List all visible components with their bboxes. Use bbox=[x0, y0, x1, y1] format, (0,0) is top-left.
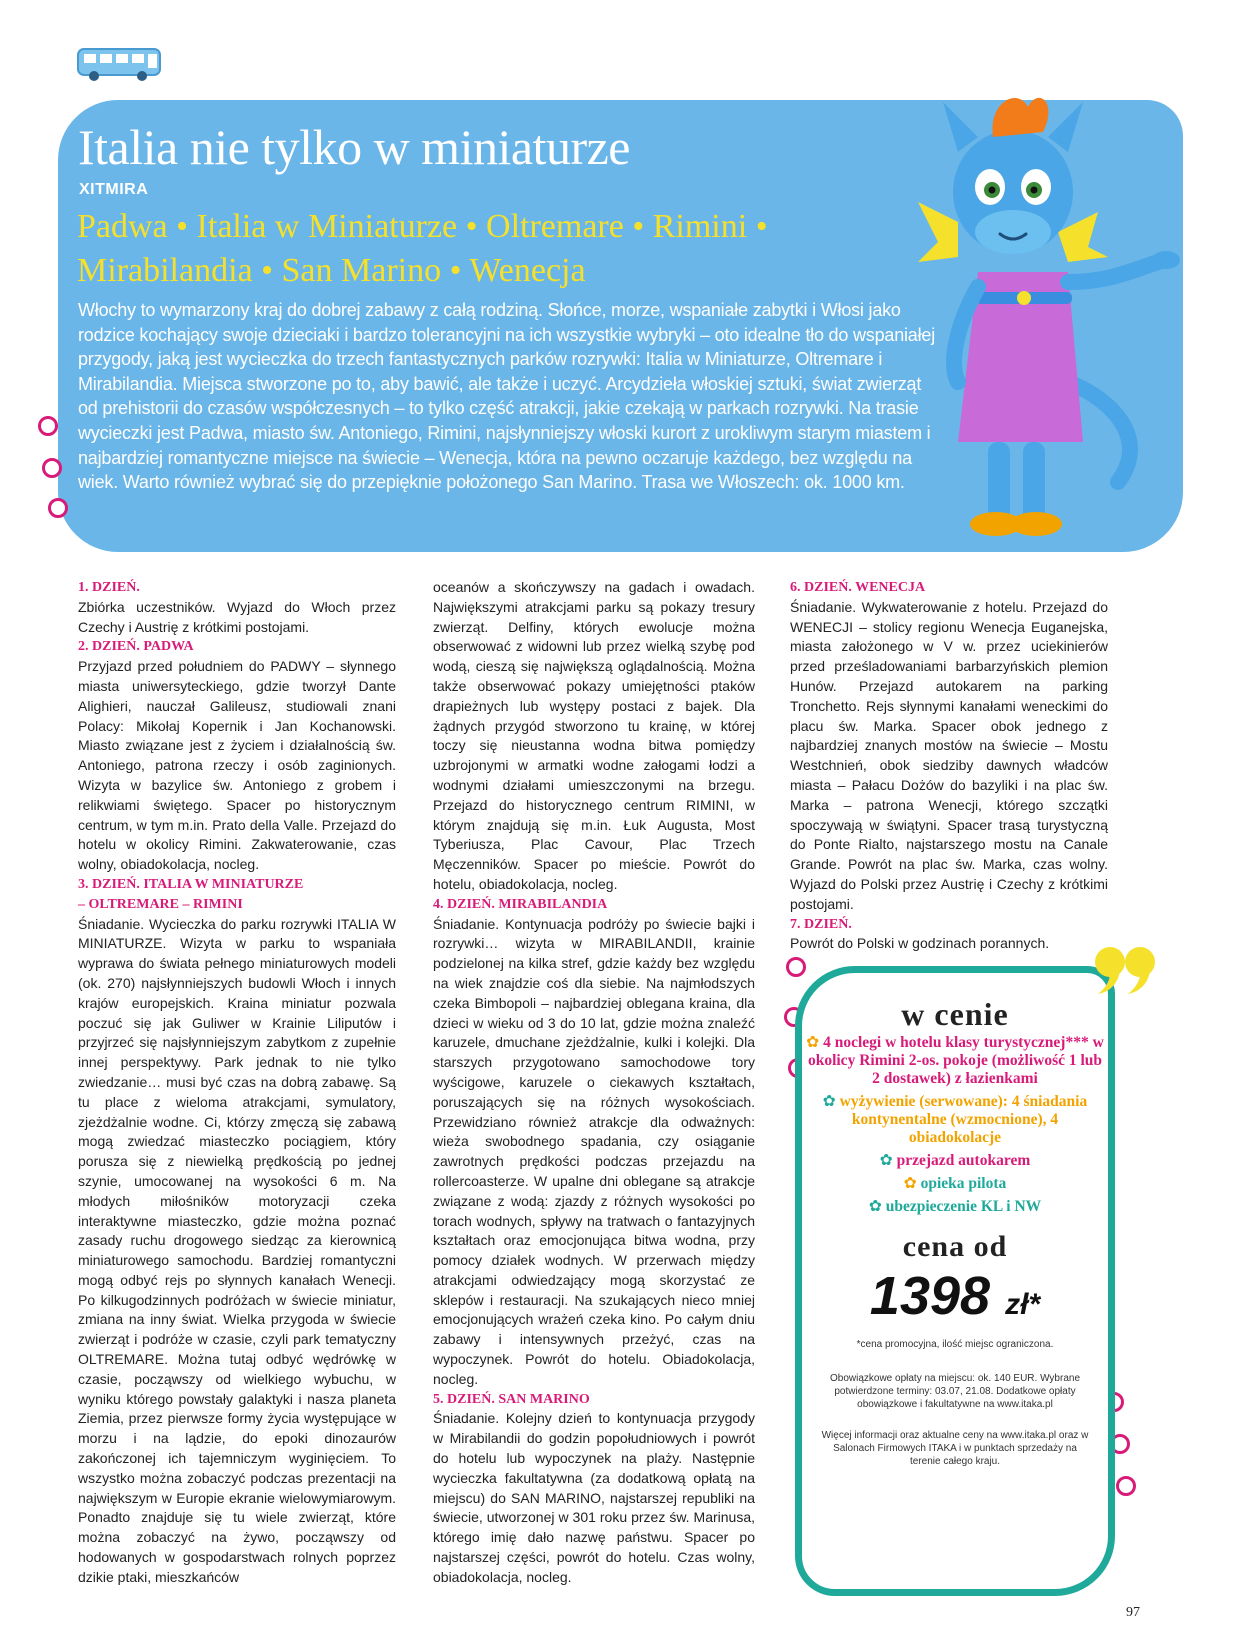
benefit-accommodation bbox=[805, 1033, 1105, 1088]
more-info: Więcej informacji oraz aktualne ceny na www.itaka.pl oraz w Salonach Firmowych ITAKA i w punktach sprzedaży na terenie całego kraju. bbox=[821, 1430, 1089, 1467]
benefit-meals bbox=[805, 1092, 1105, 1147]
fees-info: Obowiązkowe opłaty na miejscu: ok. 140 EUR. Wybrane potwierdzone terminy: 03.07, 21.08. Dodatkowe opłaty obowiązkowe i fakultatywne na www.itaka.pl bbox=[829, 1373, 1081, 1410]
price-box-content bbox=[795, 990, 1115, 1468]
day-3-heading-line-2: – OLTREMARE – RIMINI bbox=[78, 896, 243, 912]
day-3-text-continued: oceanów a skończywszy na gadach i owadach. Największymi atrakcjami parku są pokazy tresury zwierząt. Delfiny, których ewolucje można obserwować z widowni lub przez wielką szybę pod wodą, cieszą się największą oglądalnością. Można także obserwować pokazy umiejętności ptaków drapieżnych lub występy postaci z bajek. Dla żądnych przygód stworzono tu krainę, w której toczy się nieustanna wodna bitwa pomiędzy uzbrojonymi w armatki wodne załogami łodzi a wodnymi działami umieszczonymi na brzegu. Przejazd do historycznego centrum RIMINI, w którym znajdują się m.in. Łuk Augusta, Most Tyberiusza, Plac Cavour, Plac Trzech Męczenników. Spacer po mieście. Powrót do hotelu, obiadokolacja, nocleg. bbox=[433, 579, 755, 892]
price-value bbox=[795, 1266, 1115, 1335]
day-2-text: Przyjazd przed południem do PADWY – słynnego miasta uniwersyteckiego, gdzie tworzył Dante Alighieri, nauczał Galileusz, studiowali znani Polacy: Mikołaj Kopernik i Jan Kochanowski. Miasto związane jest z życiem i działalnością św. Antoniego, patrona rzeczy i osób zaginionych. Wizyta w bazylice św. Antoniego z grobem i relikwiami świętego. Spacer po historycznym centrum, w tym m.in. Prato della Valle. Przejazd do hotelu w okolicy Rimini. Zakwaterowanie, czas wolny, obiadokolacja, nocleg. bbox=[78, 658, 396, 873]
decorative-ring bbox=[42, 458, 62, 478]
day-7-text: Powrót do Polski w godzinach porannych. bbox=[790, 935, 1050, 952]
dragon-mascot-illustration bbox=[918, 82, 1208, 552]
included-heading: w cenie bbox=[901, 996, 1009, 1032]
price-note: *cena promocyjna, ilość miejsc ograniczona. bbox=[856, 1339, 1054, 1350]
day-5-text: Śniadanie. Kolejny dzień to kontynuacja przygody w Mirabilandii do godzin popołudniowych i powrót do hotelu lub wypoczynek na plaży. Następnie wycieczka fakultatywna (za dodatkową opłatą na miejscu) do SAN MARINO, najstarszej republiki na świecie, utworzonej w 301 roku przez św. Marinusa, którego imię dało nazwę państwu. Spacer po najstarszej części, powrót do hotelu. Czas wolny, obiadokolacja, nocleg. bbox=[433, 1410, 755, 1585]
decorative-ring bbox=[38, 416, 58, 436]
day-1-text: Zbiórka uczestników. Wyjazd do Włoch przez Czechy i Austrię z krótkimi postojami. bbox=[78, 598, 396, 635]
benefit-insurance-text: ubezpieczenie KL i NW bbox=[885, 1198, 1042, 1215]
itinerary-column-2 bbox=[433, 578, 755, 1588]
price-amount: 1398 bbox=[869, 1266, 991, 1326]
day-7-heading: 7. DZIEŃ. bbox=[790, 916, 852, 932]
page-title: Italia nie tylko w miniaturze bbox=[78, 119, 630, 175]
flower-icon: ✿ bbox=[879, 1151, 893, 1169]
flower-icon: ✿ bbox=[903, 1174, 917, 1192]
benefit-insurance bbox=[805, 1197, 1105, 1216]
benefit-transport-text: przejazd autokarem bbox=[896, 1152, 1031, 1169]
page-number: 97 bbox=[1126, 1605, 1140, 1620]
price-currency: zł* bbox=[1005, 1288, 1041, 1321]
flower-icon: ✿ bbox=[806, 1033, 820, 1051]
day-4-text: Śniadanie. Kontynuacja podróży po świecie bajki i rozrywki… wizyta w MIRABILANDII, krainie podzielonej na kilka stref, gdzie każdy bez względu na wiek znajdzie coś dla siebie. Na najmłodszych czeka Bimbopoli – najbardziej oblegana kraina, dla dzieci w wieku od 3 do 10 lat, gdzie można znaleźć karuzele, dmuchane zjeżdżalnie, kulki i kolejki. Dla starszych przygotowano samochodowe tory wyścigowe, karuzele o ciekawych kształtach, poruszających się na różnych wysokościach. Przewidziano również atrakcje dla odważnych: wieża swobodnego spadania, czy osiąganie zawrotnych prędkości podczas przejazdu na rollercoasterze. W upalne dni oblegane są atrakcje związane z wodą: zjazdy z różnych wysokości po torach wodnych, spływy na tratwach o fantazyjnych kształtach oraz emocjonująca bitwa wodna, przy pomocy działek wodnych. W przerwach między atrakcjami odwiedzający mogą skorzystać ze sklepów i restauracji. Na szukających nieco mniej emocjonujących wrażeń czeka kino. Po całym dniu zabawy i intensywnych przeżyć, czas na wypoczynek. Powrót do hotelu. Obiadokolacja, nocleg. bbox=[433, 915, 755, 1387]
decorative-ring bbox=[1116, 1476, 1136, 1496]
flower-icon: ✿ bbox=[868, 1197, 882, 1215]
route-heading: Padwa • Italia w Miniaturze • Oltremare • Rimini • Mirabilandia • San Marino • Wenecja bbox=[77, 208, 768, 289]
flower-icon: ✿ bbox=[822, 1092, 836, 1110]
day-3-heading: 3. DZIEŃ. ITALIA W MINIATURZE bbox=[78, 876, 304, 892]
bus-icon bbox=[76, 47, 162, 83]
day-6-heading: 6. DZIEŃ. WENECJA bbox=[790, 580, 926, 595]
itinerary-column-3 bbox=[790, 578, 1108, 954]
day-4-heading: 4. DZIEŃ. MIRABILANDIA bbox=[433, 896, 608, 912]
benefit-transport bbox=[805, 1151, 1105, 1170]
day-6-text: Śniadanie. Wykwaterowanie z hotelu. Przejazd do WENECJI – stolicy regionu Wenecja Euganejska, miasta założonego w V w. przez uciekinierów przed prześladowaniami barbarzyńskich plemion Hunów. Przejazd autokarem na parking Tronchetto. Rejs słynnymi kanałami weneckimi do placu św. Marka. Spacer obok jednego z najbardziej znanych mostów na świecie – Mostu Westchnień, obok siedziby dawnych władców miasta – Pałacu Dożów do bazyliki i na plac św. Marka – patrona Wenecji, którego szczątki spoczywają w świątyni. Spacer trasą turystyczną do Ponte Rialto, najstarszego mostu na Canale Grande. Powrót na plac św. Marka, czas wolny. Wyjazd do Polski przez Austrię i Czechy z krótkimi postojami. bbox=[790, 598, 1108, 912]
benefit-guide-text: opieka pilota bbox=[920, 1175, 1007, 1192]
benefit-accommodation-text: 4 noclegi w hotelu klasy turystycznej*** w okolicy Rimini 2-os. pokoje (możliwość 1 lub 2 dostawek) z łazienkami bbox=[807, 1034, 1104, 1087]
day-2-heading: 2. DZIEŃ. PADWA bbox=[78, 639, 194, 655]
trip-code: XITMIRA bbox=[79, 181, 149, 198]
itinerary-column-1 bbox=[78, 578, 396, 1588]
price-from-label: cena od bbox=[902, 1230, 1008, 1263]
day-1-heading: 1. DZIEŃ. bbox=[78, 580, 140, 595]
benefit-guide bbox=[805, 1174, 1105, 1193]
day-3-text: Śniadanie. Wycieczka do parku rozrywki ITALIA W MINIATURZE. Wizyta w parku to wspaniała wyprawa do świata pełnego miniaturowych modeli (ok. 270) najsłynniejszych budowli Włoch i innych krajów europejskich. Kraina miniatur pozwala poczuć się jak Guliwer w Krainie Liliputów i przyjrzeć się najsłynniejszym zabytkom z zupełnie innej perspektywy. Park jednak to nie tylko zwiedzanie… musi być czas na dobrą zabawę. Są tu place z wieloma atrakcjami, symulatory, zjeżdżalnie wodne. Ci, którzy zmęczą się zabawą mogą zwiedzać miasteczko pociągiem, który porusza się z niewielką prędkością po jednej szynie, umocowanej na wysokości 6 m. Na młodych miłośników motoryzacji czeka interaktywne miasteczko, gdzie można poznać zasady ruchu drogowego siedząc za kierownicą miniaturowego samochodu. Bardziej romantyczni mogą odbyć rejs po słynnych kanałach Wenecji. Po kilkugodzinnych podróżach w świecie miniatur, zmiana na inny świat. Wielka przygoda w świecie zwierząt i podróże w czasie, czyli park tematyczny OLTREMARE. Można tutaj odbyć wędrówkę w czasie, począwszy od wielkiego wybuchu, w wyniku którego powstały galaktyki i nasza planeta Ziemia, przez pierwsze formy życia występujące w morzu i na lądzie, do epoki dinozaurów zakończonej ich tajemniczym wyginięciem. To wszystko można zobaczyć podczas prezentacji na największym w Europie ekranie wielowymiarowym. Ponadto znajduje się tu wiele zwierząt, które można zobaczyć na żywo, począwszy od hodowanych w gospodarstwach rolnych poprzez dzikie ptaki, mieszkańców bbox=[78, 915, 396, 1585]
day-5-heading: 5. DZIEŃ. SAN MARINO bbox=[433, 1391, 590, 1407]
decorative-ring bbox=[48, 498, 68, 518]
quote-mark-icon bbox=[1120, 946, 1160, 996]
decorative-ring bbox=[786, 957, 806, 977]
intro-text: Włochy to wymarzony kraj do dobrej zabawy z całą rodziną. Słońce, morze, wspaniałe zabytki i Włosi jako rodzice kochający swoje dzieciaki i bardzo tolerancyjni na ich wszystkie wybryki – oto idealne tło do wspaniałej przygody, jaką jest wycieczka do trzech fantastycznych parków rozrywki: Italia w Miniaturze, Oltremare i Mirabilandia. Miejsca stworzone po to, aby bawić, ale także i uczyć. Arcydzieła włoskiej sztuki, świat zwierząt od prehistorii do czasów współczesnych – to tylko część atrakcji, jakie czekają w parkach rozrywki. Na trasie wycieczki jest Padwa, miasto św. Antoniego, Rimini, najsłynniejszy włoski kurort z urokliwym starym miastem i najbardziej romantyczne miejsce na świecie – Wenecja, która na pewno oczaruje każdego, bez względu na wiek. Warto również wybrać się do przepięknie położonego San Marino. Trasa we Włoszech: ok. 1000 km. bbox=[78, 300, 936, 493]
benefit-meals-text: wyżywienie (serwowane): 4 śniadania kontynentalne (wzmocnione), 4 obiadokolacje bbox=[839, 1093, 1088, 1146]
